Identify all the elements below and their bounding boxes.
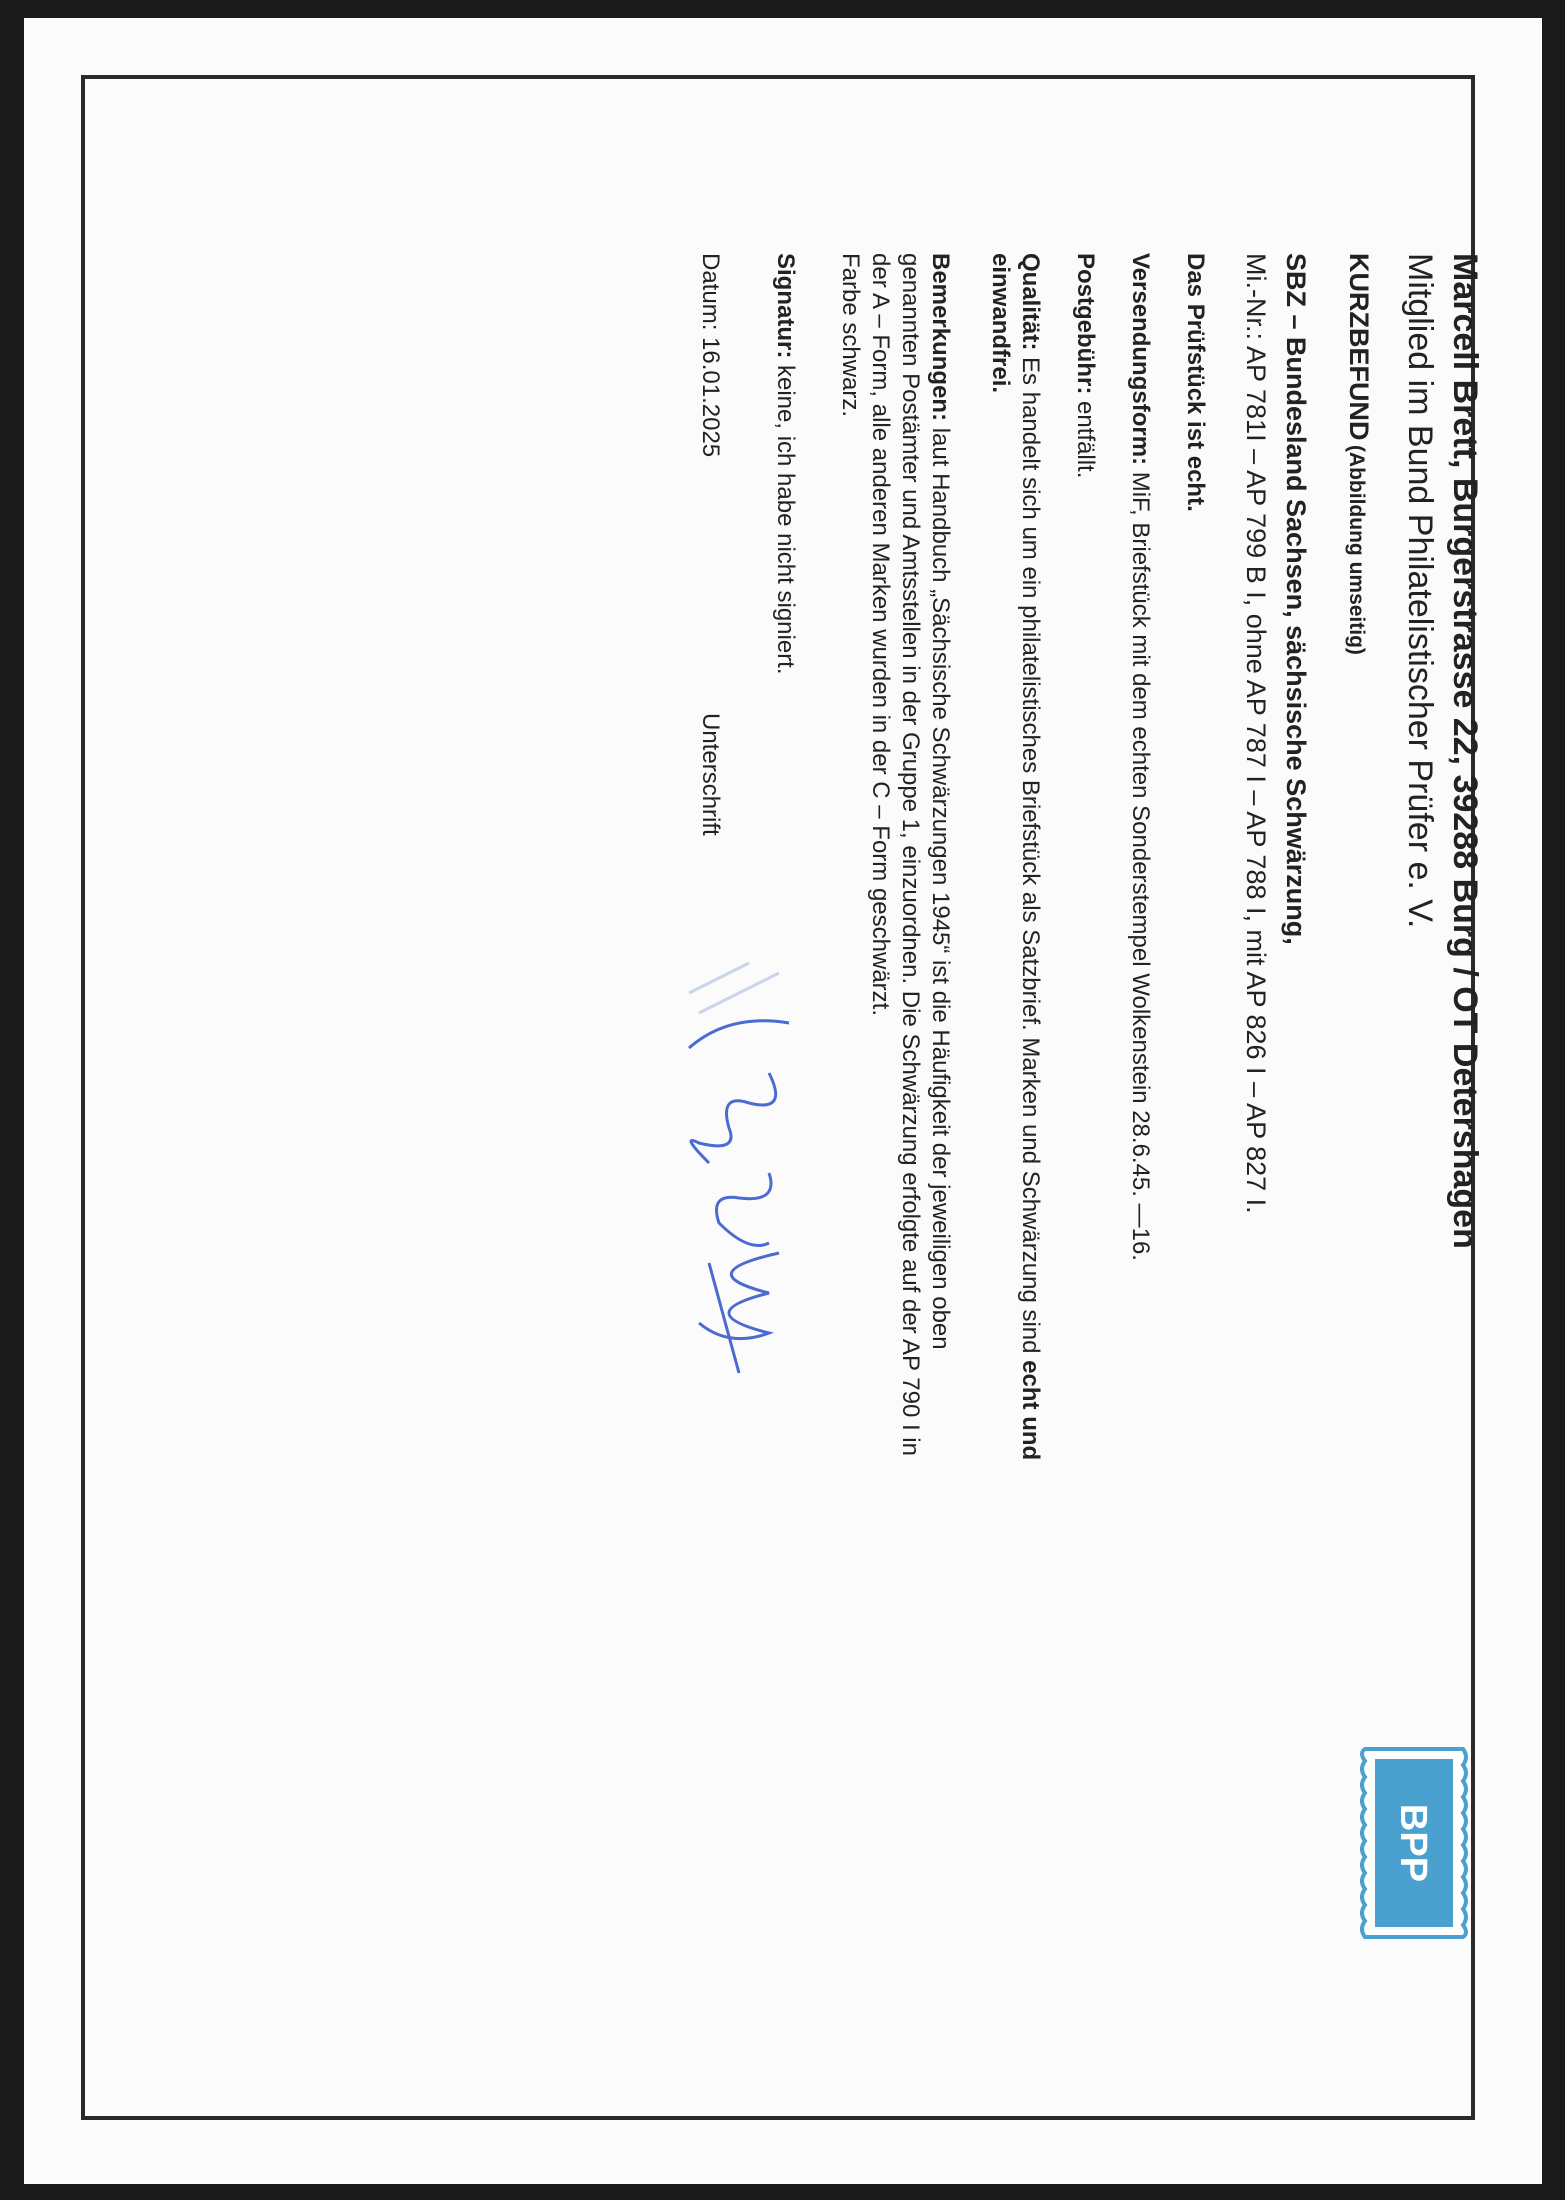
- qualitaet-bold2: einwandfrei.: [987, 253, 1014, 394]
- datum-line: [696, 253, 724, 457]
- bemerkungen-line4: Farbe schwarz.: [837, 253, 864, 418]
- postgebuehr-value: entfällt.: [1072, 401, 1099, 479]
- title-block: [1343, 253, 1374, 655]
- datum-value: 16.01.2025: [697, 337, 724, 458]
- title-main: KURZBEFUND: [1344, 253, 1374, 441]
- handwritten-signature: [669, 953, 809, 1383]
- header-address: Marcell Brett, Burgerstrasse 22, 39288 Burg / OT Detershagen: [1446, 253, 1484, 1249]
- bemerkungen-line2: genannten Postämter und Amtsstellen in der Gruppe 1, einzuordnen. Die Schwärzung erfolgte auf der AP 790 I in: [897, 253, 924, 1456]
- title-sub: (Abbildung umseitig): [1345, 444, 1368, 655]
- qualitaet-label: Qualität:: [1017, 253, 1044, 351]
- datum-label: Datum:: [697, 253, 724, 331]
- postgebuehr-line: [1071, 253, 1099, 478]
- unterschrift-label: Unterschrift: [697, 713, 724, 836]
- subject-line2: Mi.-Nr.: AP 781I – AP 799 B I, ohne AP 787 I – AP 788 I, mit AP 826 I – AP 827 I.: [1241, 253, 1271, 1214]
- bemerkungen-line1: [926, 253, 954, 1350]
- qualitaet-line: [1016, 253, 1044, 1460]
- versand-line: [1126, 253, 1154, 1261]
- bemerkungen-line3: der A – Form, alle anderen Marken wurden in der C – Form geschwärzt.: [867, 253, 894, 1017]
- versand-value: MiF, Briefstück mit dem echten Sonderstempel Wolkenstein 28.6.45. —16.: [1127, 471, 1154, 1261]
- bemerkungen-text1: laut Handbuch „Sächsische Schwärzungen 1945“ ist die Häufigkeit der jeweiligen oben: [927, 427, 954, 1350]
- bpp-logo: [1359, 1743, 1469, 1943]
- certificate-sheet: [24, 18, 1542, 2184]
- signatur-line: [771, 253, 799, 675]
- header-membership: Mitglied im Bund Philatelistischer Prüfer e. V.: [1401, 253, 1439, 929]
- versand-label: Versendungsform:: [1127, 253, 1154, 466]
- qualitaet-value: Es handelt sich um ein philatelistisches Briefstück als Satzbrief. Marken und Schwärzung sind: [1017, 357, 1044, 1354]
- result-text: Das Prüfstück ist echt.: [1182, 253, 1209, 512]
- signatur-value: keine, ich habe nicht signiert.: [772, 365, 799, 675]
- qualitaet-bold1: echt und: [1017, 1360, 1044, 1461]
- subject-line1: SBZ – Bundesland Sachsen, sächsische Schwärzung,: [1281, 253, 1311, 945]
- signatur-label: Signatur:: [772, 253, 799, 359]
- postgebuehr-label: Postgebühr:: [1072, 253, 1099, 395]
- bpp-logo-text: BPP: [1392, 1803, 1434, 1883]
- bemerkungen-label: Bemerkungen:: [927, 253, 954, 422]
- certificate-content: [105, 93, 1499, 2138]
